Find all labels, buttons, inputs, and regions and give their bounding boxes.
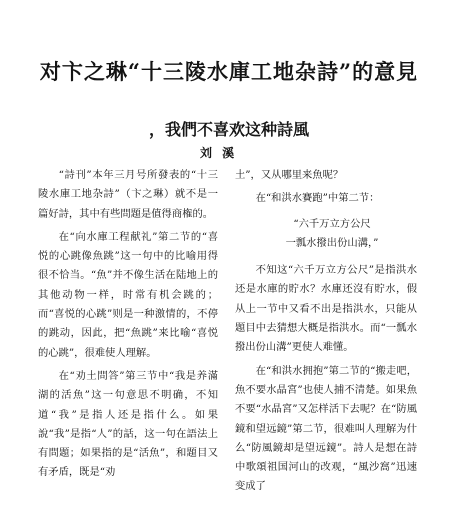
right-column [235,166,417,501]
poem-line: “六千万立方公尺 [293,217,371,230]
paragraph: 在“和洪水賽跑”中第二节： [255,192,380,205]
poem-line: 一瓢水撥出份山溝，” [285,236,379,249]
paragraph: 在“向水庫工程献礼”第二节的“喜悦的心跳像魚跳”这一句中的比喻用得很不恰当。“魚”并不像生活在陆地上的其他动物一样，时常有机会跳的；而“喜悦的心跳”则是一种激情的，不停的跳动，因此，把“魚跳”来比喻“喜悦的心跳”，很难使人理解。 [38,230,218,359]
paragraph: 土”，又从哪里来魚呢？ [235,169,344,181]
article-subtitle: ，我們不喜欢这种詩風 [148,120,309,139]
poem-quote [235,215,417,254]
paragraph: 在“劝土問答”第三节中“我是养滿湖的活魚”这一句意思不明确，不知道“我”是指人还是指什么。如果說“我”是指“人”的話，这一句在語法上有問題；如果指的是“活魚”，和題目又有矛盾，既是“劝 [38,369,218,479]
paragraph: “詩刊”本年三月号所發表的“十三陵水庫工地杂詩”（卞之琳）就不是一篇好詩，其中有些問題是值得商権的。 [38,169,218,220]
paragraph: 在“和洪水拥抱”第二节的“搬走吧，魚不要水晶宮”也使人捕不清楚。如果魚不要“水晶宮”又怎样活下去呢？在“防風鏡和望远鏡”第二节，很难叫人理解为什么“防風鏡却是望远鏡”。詩人是想在詩中歌頌祖国河山的改观，“風沙窩”迅速变成了 [235,364,417,493]
left-column [38,166,218,487]
paragraph: 不知这“六千万立方公尺”是指洪水还是水庫的貯水？水庫还沒有貯水，假从上一节中又看不出是指洪水，只能从題目中去猜想大概是指洪水。而“一瓢水撥出份山溝”更使人难懂。 [235,264,417,354]
author-name: 刘 溪 [200,146,238,160]
article-title: 对卞之琳“十三陵水庫工地杂詩”的意見 [39,59,419,84]
